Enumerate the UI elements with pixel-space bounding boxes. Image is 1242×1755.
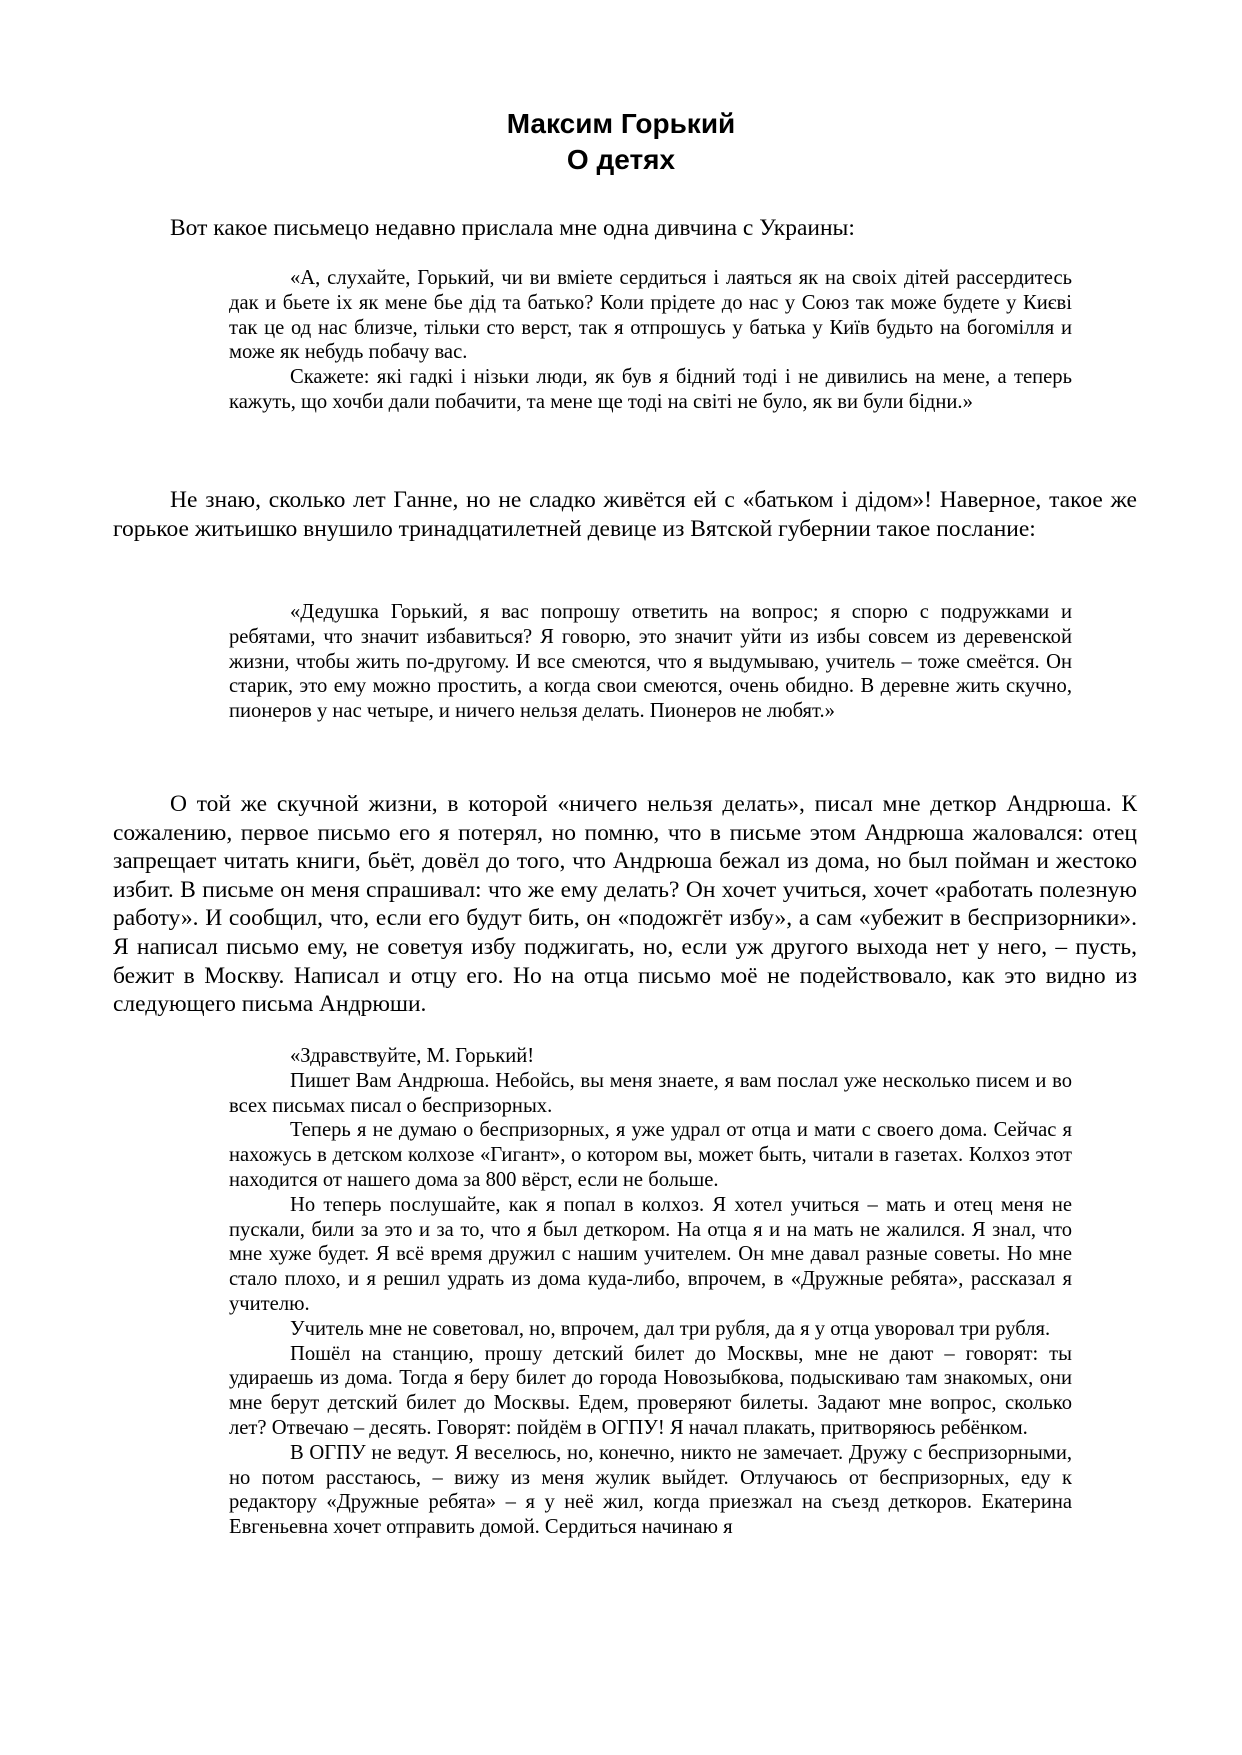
andryusha-paragraph-block	[113, 790, 1137, 1019]
document-title: О детях	[566, 144, 676, 175]
letter-paragraph: Пишет Вам Андрюша. Небойсь, вы меня знаете, я вам послал уже несколько писем и во всех письмах писал о беспризорных.	[229, 1069, 1072, 1117]
letter-andryusha	[229, 1044, 1072, 1540]
commentary-paragraph: Не знаю, сколько лет Ганне, но не сладко живётся ей с «батьком і дідом»! Наверное, такое же горькое житьишко внушило тринадцатилетней девице из Вятской губернии такое послание:	[113, 487, 1137, 542]
letter-paragraph: «А, слухайте, Горький, чи ви вміете сердиться і лаяться як на своіх дітей рассердитесь дак и бьете іх як мене бье дід та батько? Коли прідете до нас у Союз так може будете у Києві так це од нас близче, тільки сто верст, так я отпрошусь у батька у Київ будьто на богомілля и може як небудь побачу вас.	[229, 267, 1072, 364]
letter-paragraph: Теперь я не думаю о беспризорных, я уже удрал от отца и мати с своего дома. Сейчас я нахожусь в детском колхозе «Гигант», о котором вы, может быть, читали в газетах. Колхоз этот находится от нашего дома за 800 вёрст, если не больше.	[229, 1119, 1072, 1191]
intro-paragraph: Вот какое письмецо недавно прислала мне одна дивчина с Украины:	[170, 215, 855, 241]
author-name: Максим Горький	[506, 108, 736, 139]
letter-paragraph: «Здравствуйте, М. Горький!	[290, 1045, 535, 1067]
letter-paragraph: В ОГПУ не ведут. Я веселюсь, но, конечно, никто не замечает. Дружу с беспризорными, но потом расстаюсь, – вижу из меня жулик выйдет. Отлучаюсь от беспризорных, еду к редактору «Дружные ребята» – я у неё жил, когда приезжал на съезд деткоров. Екатерина Евгеньевна хочет отправить домой. Сердиться начинаю я	[229, 1441, 1072, 1539]
commentary-paragraph-block	[113, 486, 1137, 543]
letter-paragraph: Но теперь послушайте, как я попал в колхоз. Я хотел учиться – мать и отец меня не пускали, били за это и за то, что я был деткором. На отца я и на мать не жалился. Я знал, что мне хуже будет. Я всё время дружил с нашим учителем. Он мне давал разные советы. Но мне стало плохо, и я решил удрать из дома куда-либо, впрочем, в «Дружные ребята», рассказал я учителю.	[229, 1193, 1072, 1315]
title-block	[0, 106, 1242, 178]
letter-paragraph: «Дедушка Горький, я вас попрошу ответить на вопрос; я спорю с подружками и ребятами, что значит избавиться? Я говорю, это значит уйти из избы совсем из деревенской жизни, чтобы жить по-другому. И все смеются, что я выдумываю, учитель – тоже смеётся. Он старик, это ему можно простить, а когда свои смеются, очень обидно. В деревне жить скучно, пионеров у нас четыре, и ничего нельзя делать. Пионеров не любят.»	[229, 601, 1072, 723]
intro-paragraph-block	[113, 214, 1137, 243]
letter-paragraph: Учитель мне не советовал, но, впрочем, дал три рубля, да я у отца уворовал три рубля.	[290, 1317, 1051, 1340]
letter-vyatka	[229, 600, 1072, 724]
letter-ukraine	[229, 266, 1072, 415]
letter-paragraph: Скажете: які гадкі і нізьки люди, як був я бідний тоді і не дивились на мене, а теперь кажуть, що хочби дали побачити, та мене ще тоді на світі не було, як ви були бідни.»	[229, 366, 1072, 413]
letter-paragraph: Пошёл на станцию, прошу детский билет до Москвы, мне не дают – говорят: ты удираешь из дома. Тогда я беру билет до города Новозыбкова, подыскиваю там знакомых, они мне берут детский билет до Москвы. Едем, проверяют билеты. Задают мне вопрос, сколько лет? Отвечаю – десять. Говорят: пойдём в ОГПУ! Я начал плакать, притворяюсь ребёнком.	[229, 1342, 1072, 1439]
andryusha-paragraph: О той же скучной жизни, в которой «ничего нельзя делать», писал мне деткор Андрюша. К сожалению, первое письмо его я потерял, но помню, что в письме этом Андрюша жаловался: отец запрещает читать книги, бьёт, довёл до того, что Андрюша бежал из дома, но был пойман и жестоко избит. В письме он меня спрашивал: что же ему делать? Он хочет учиться, хочет «работать полезную работу». И сообщил, что, если его будут бить, он «подожгёт избу», а сам «убежит в беспризорники». Я написал письмо ему, не советуя избу поджигать, но, если уж другого выхода нет у него, – пусть, бежит в Москву. Написал и отцу его. Но на отца письмо моё не подействовало, как это видно из следующего письма Андрюши.	[113, 791, 1137, 1018]
